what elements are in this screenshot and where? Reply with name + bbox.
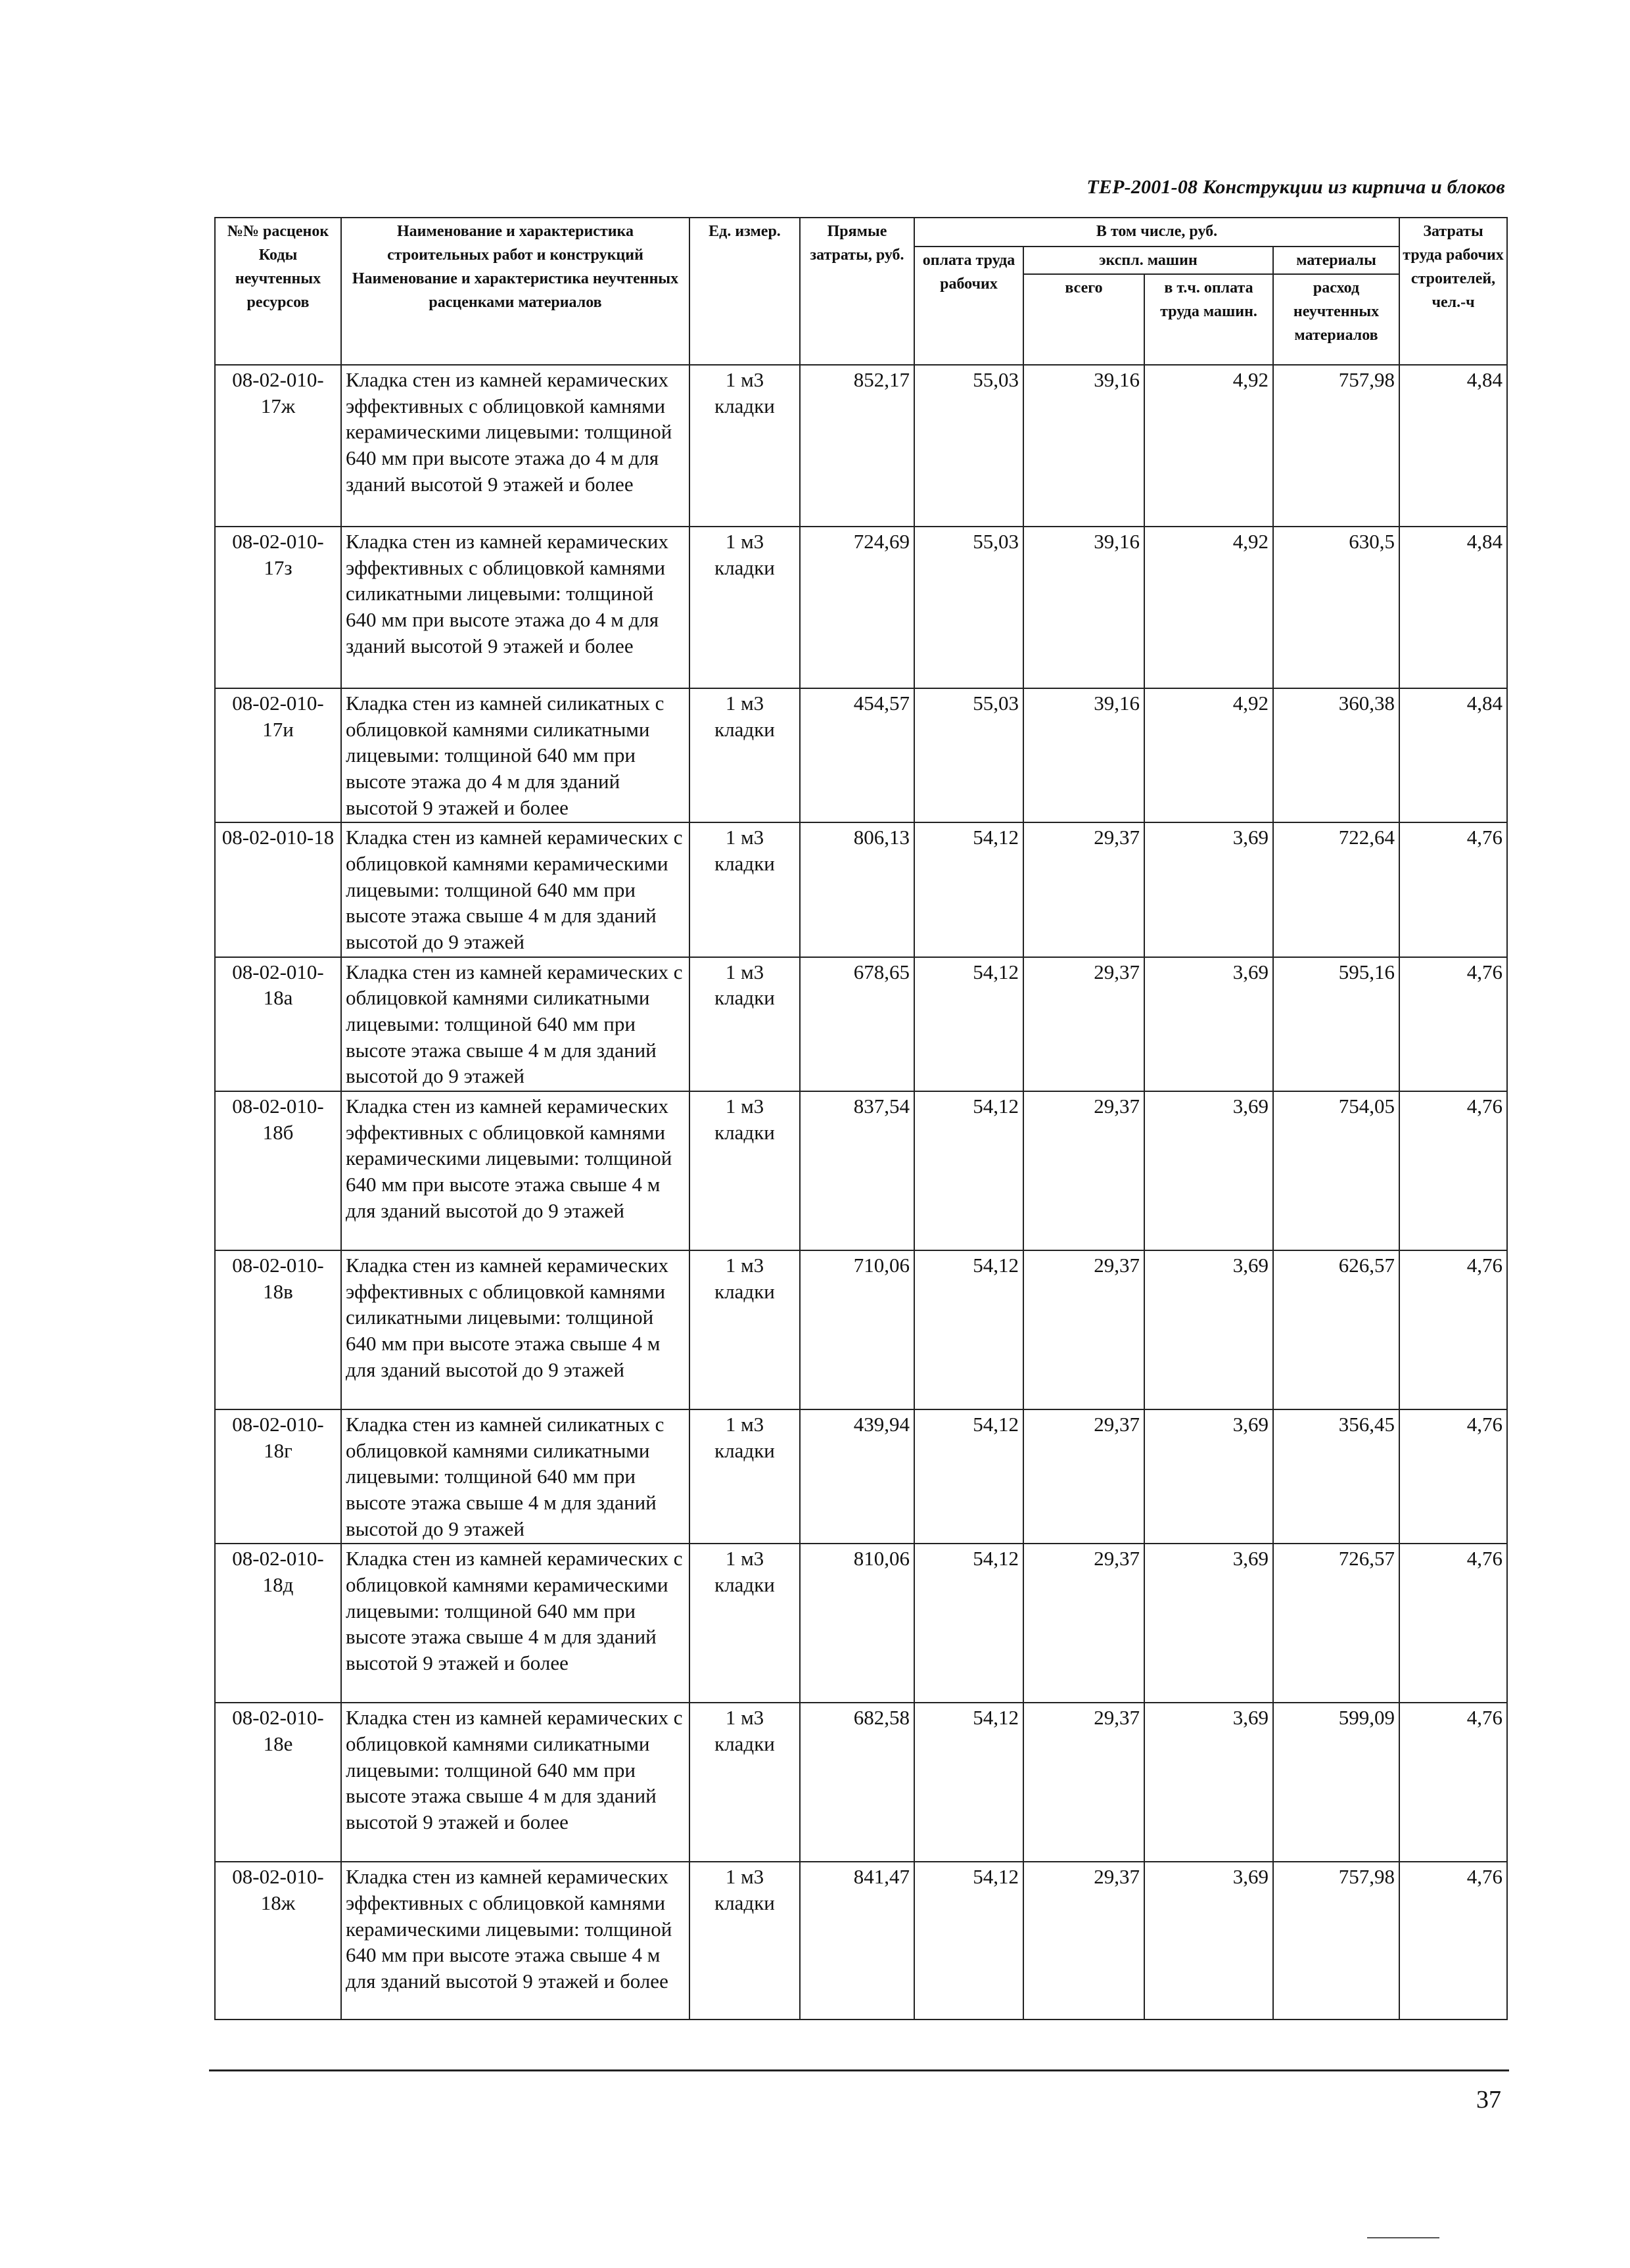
workers-labor-cell: 4,76 <box>1399 1250 1507 1409</box>
footer-divider <box>209 2069 1509 2071</box>
machines-total-cell: 39,16 <box>1023 688 1144 822</box>
table-row <box>215 1862 1507 2020</box>
unit-cell: 1 м3 кладки <box>689 957 800 1091</box>
header-code <box>215 218 341 365</box>
machines-total-cell: 29,37 <box>1023 1703 1144 1862</box>
header-name-top: Наименование и характеристика строительных работ и конструкций <box>387 223 643 264</box>
machines-total-cell: 29,37 <box>1023 1544 1144 1703</box>
machines-total-cell: 29,37 <box>1023 1409 1144 1544</box>
unit-cell: 1 м3 кладки <box>689 527 800 688</box>
direct-cost-cell: 710,06 <box>800 1250 914 1409</box>
unit-cell: 1 м3 кладки <box>689 1409 800 1544</box>
rate-code: 08-02-010-17з <box>215 527 341 688</box>
work-description: Кладка стен из камней силикатных с облицовкой камнями силикатными лицевыми: толщиной 640 мм при высоте этажа свыше 4 м для зданий высотой до 9 этажей <box>341 1409 689 1544</box>
header-name <box>341 218 689 365</box>
scan-mark <box>1367 2237 1439 2238</box>
materials-cell: 599,09 <box>1273 1703 1399 1862</box>
table-row <box>215 957 1507 1091</box>
materials-cell: 757,98 <box>1273 365 1399 527</box>
labor-pay-cell: 54,12 <box>914 1409 1023 1544</box>
machines-labor-cell: 3,69 <box>1144 1091 1273 1250</box>
header-unit: Ед. измер. <box>689 218 800 365</box>
work-description: Кладка стен из камней керамических эффективных с облицовкой камнями силикатными лицевыми: толщиной 640 мм при высоте этажа до 4 м для зданий высотой 9 этажей и более <box>341 527 689 688</box>
labor-pay-cell: 55,03 <box>914 688 1023 822</box>
header-machines: экспл. машин <box>1023 247 1273 274</box>
rate-code: 08-02-010-18е <box>215 1703 341 1862</box>
materials-cell: 360,38 <box>1273 688 1399 822</box>
direct-cost-cell: 678,65 <box>800 957 914 1091</box>
work-description: Кладка стен из камней керамических с облицовкой камнями керамическими лицевыми: толщиной 640 мм при высоте этажа свыше 4 м для зданий высотой 9 этажей и более <box>341 1544 689 1703</box>
rate-code: 08-02-010-18а <box>215 957 341 1091</box>
labor-pay-cell: 54,12 <box>914 1544 1023 1703</box>
machines-total-cell: 29,37 <box>1023 1091 1144 1250</box>
labor-pay-cell: 54,12 <box>914 1250 1023 1409</box>
unit-cell: 1 м3 кладки <box>689 688 800 822</box>
labor-pay-cell: 54,12 <box>914 957 1023 1091</box>
workers-labor-cell: 4,76 <box>1399 1544 1507 1703</box>
header-workers: Затраты труда рабочих строителей, чел.-ч <box>1399 218 1507 365</box>
work-description: Кладка стен из камней керамических с облицовкой камнями силикатными лицевыми: толщиной 640 мм при высоте этажа свыше 4 м для зданий высотой 9 этажей и более <box>341 1703 689 1862</box>
materials-cell: 356,45 <box>1273 1409 1399 1544</box>
table-row <box>215 1091 1507 1250</box>
unit-cell: 1 м3 кладки <box>689 1250 800 1409</box>
unit-cell: 1 м3 кладки <box>689 1091 800 1250</box>
machines-total-cell: 39,16 <box>1023 527 1144 688</box>
table-row <box>215 688 1507 822</box>
table-row <box>215 822 1507 957</box>
rate-code: 08-02-010-18ж <box>215 1862 341 2020</box>
header-including: В том числе, руб. <box>914 218 1399 247</box>
direct-cost-cell: 810,06 <box>800 1544 914 1703</box>
page-number: 37 <box>1476 2086 1501 2114</box>
workers-labor-cell: 4,76 <box>1399 1409 1507 1544</box>
table-row <box>215 365 1507 527</box>
direct-cost-cell: 454,57 <box>800 688 914 822</box>
running-header: ТЕР-2001-08 Конструкции из кирпича и блоков <box>1086 176 1505 198</box>
header-direct: Прямые затраты, руб. <box>800 218 914 365</box>
machines-labor-cell: 3,69 <box>1144 1250 1273 1409</box>
work-description: Кладка стен из камней керамических эффективных с облицовкой камнями керамическими лицевыми: толщиной 640 мм при высоте этажа свыше 4 м для зданий высотой 9 этажей и более <box>341 1862 689 2020</box>
workers-labor-cell: 4,76 <box>1399 1703 1507 1862</box>
rate-code: 08-02-010-18 <box>215 822 341 957</box>
workers-labor-cell: 4,76 <box>1399 1091 1507 1250</box>
labor-pay-cell: 54,12 <box>914 1091 1023 1250</box>
work-description: Кладка стен из камней керамических с облицовкой камнями керамическими лицевыми: толщиной 640 мм при высоте этажа свыше 4 м для зданий высотой до 9 этажей <box>341 822 689 957</box>
header-materials: материалы <box>1273 247 1399 274</box>
materials-cell: 595,16 <box>1273 957 1399 1091</box>
rates-table <box>214 217 1508 2020</box>
workers-labor-cell: 4,84 <box>1399 365 1507 527</box>
machines-labor-cell: 3,69 <box>1144 1862 1273 2020</box>
workers-labor-cell: 4,84 <box>1399 688 1507 822</box>
materials-cell: 754,05 <box>1273 1091 1399 1250</box>
work-description: Кладка стен из камней керамических с облицовкой камнями силикатными лицевыми: толщиной 640 мм при высоте этажа свыше 4 м для зданий высотой до 9 этажей <box>341 957 689 1091</box>
rate-code: 08-02-010-17и <box>215 688 341 822</box>
direct-cost-cell: 841,47 <box>800 1862 914 2020</box>
work-description: Кладка стен из камней силикатных с облицовкой камнями силикатными лицевыми: толщиной 640 мм при высоте этажа до 4 м для зданий высотой 9 этажей и более <box>341 688 689 822</box>
machines-labor-cell: 4,92 <box>1144 688 1273 822</box>
direct-cost-cell: 682,58 <box>800 1703 914 1862</box>
materials-cell: 757,98 <box>1273 1862 1399 2020</box>
table-header <box>215 218 1507 365</box>
machines-total-cell: 29,37 <box>1023 1862 1144 2020</box>
table-row <box>215 527 1507 688</box>
header-mat-total: расход неучтенных материалов <box>1273 274 1399 365</box>
workers-labor-cell: 4,76 <box>1399 1862 1507 2020</box>
header-mach-labor: в т.ч. оплата труда машин. <box>1144 274 1273 365</box>
direct-cost-cell: 724,69 <box>800 527 914 688</box>
unit-cell: 1 м3 кладки <box>689 365 800 527</box>
machines-total-cell: 29,37 <box>1023 822 1144 957</box>
machines-labor-cell: 3,69 <box>1144 822 1273 957</box>
machines-labor-cell: 4,92 <box>1144 365 1273 527</box>
header-name-bottom: Наименование и характеристика неучтенных расценками материалов <box>352 270 679 311</box>
materials-cell: 630,5 <box>1273 527 1399 688</box>
table-row <box>215 1409 1507 1544</box>
table-row <box>215 1703 1507 1862</box>
header-code-top: №№ расценок <box>227 223 329 240</box>
workers-labor-cell: 4,76 <box>1399 822 1507 957</box>
machines-total-cell: 29,37 <box>1023 957 1144 1091</box>
materials-cell: 722,64 <box>1273 822 1399 957</box>
direct-cost-cell: 806,13 <box>800 822 914 957</box>
materials-cell: 626,57 <box>1273 1250 1399 1409</box>
work-description: Кладка стен из камней керамических эффективных с облицовкой камнями керамическими лицевыми: толщиной 640 мм при высоте этажа до 4 м для зданий высотой 9 этажей и более <box>341 365 689 527</box>
work-description: Кладка стен из камней керамических эффективных с облицовкой камнями керамическими лицевыми: толщиной 640 мм при высоте этажа свыше 4 м для зданий высотой до 9 этажей <box>341 1091 689 1250</box>
materials-cell: 726,57 <box>1273 1544 1399 1703</box>
header-code-bottom: Коды неучтенных ресурсов <box>235 247 321 311</box>
rate-code: 08-02-010-18г <box>215 1409 341 1544</box>
unit-cell: 1 м3 кладки <box>689 1862 800 2020</box>
unit-cell: 1 м3 кладки <box>689 822 800 957</box>
labor-pay-cell: 54,12 <box>914 822 1023 957</box>
machines-labor-cell: 4,92 <box>1144 527 1273 688</box>
rate-code: 08-02-010-18в <box>215 1250 341 1409</box>
table-row <box>215 1250 1507 1409</box>
table-row <box>215 1544 1507 1703</box>
workers-labor-cell: 4,76 <box>1399 957 1507 1091</box>
rate-code: 08-02-010-18б <box>215 1091 341 1250</box>
labor-pay-cell: 55,03 <box>914 527 1023 688</box>
machines-labor-cell: 3,69 <box>1144 1409 1273 1544</box>
work-description: Кладка стен из камней керамических эффективных с облицовкой камнями силикатными лицевыми: толщиной 640 мм при высоте этажа свыше 4 м для зданий высотой до 9 этажей <box>341 1250 689 1409</box>
machines-labor-cell: 3,69 <box>1144 1544 1273 1703</box>
labor-pay-cell: 55,03 <box>914 365 1023 527</box>
unit-cell: 1 м3 кладки <box>689 1544 800 1703</box>
direct-cost-cell: 837,54 <box>800 1091 914 1250</box>
machines-labor-cell: 3,69 <box>1144 957 1273 1091</box>
labor-pay-cell: 54,12 <box>914 1862 1023 2020</box>
machines-total-cell: 29,37 <box>1023 1250 1144 1409</box>
machines-labor-cell: 3,69 <box>1144 1703 1273 1862</box>
workers-labor-cell: 4,84 <box>1399 527 1507 688</box>
rate-code: 08-02-010-17ж <box>215 365 341 527</box>
direct-cost-cell: 852,17 <box>800 365 914 527</box>
unit-cell: 1 м3 кладки <box>689 1703 800 1862</box>
machines-total-cell: 39,16 <box>1023 365 1144 527</box>
direct-cost-cell: 439,94 <box>800 1409 914 1544</box>
header-labor-pay: оплата труда рабочих <box>914 247 1023 365</box>
header-mach-total: всего <box>1023 274 1144 365</box>
rate-code: 08-02-010-18д <box>215 1544 341 1703</box>
labor-pay-cell: 54,12 <box>914 1703 1023 1862</box>
